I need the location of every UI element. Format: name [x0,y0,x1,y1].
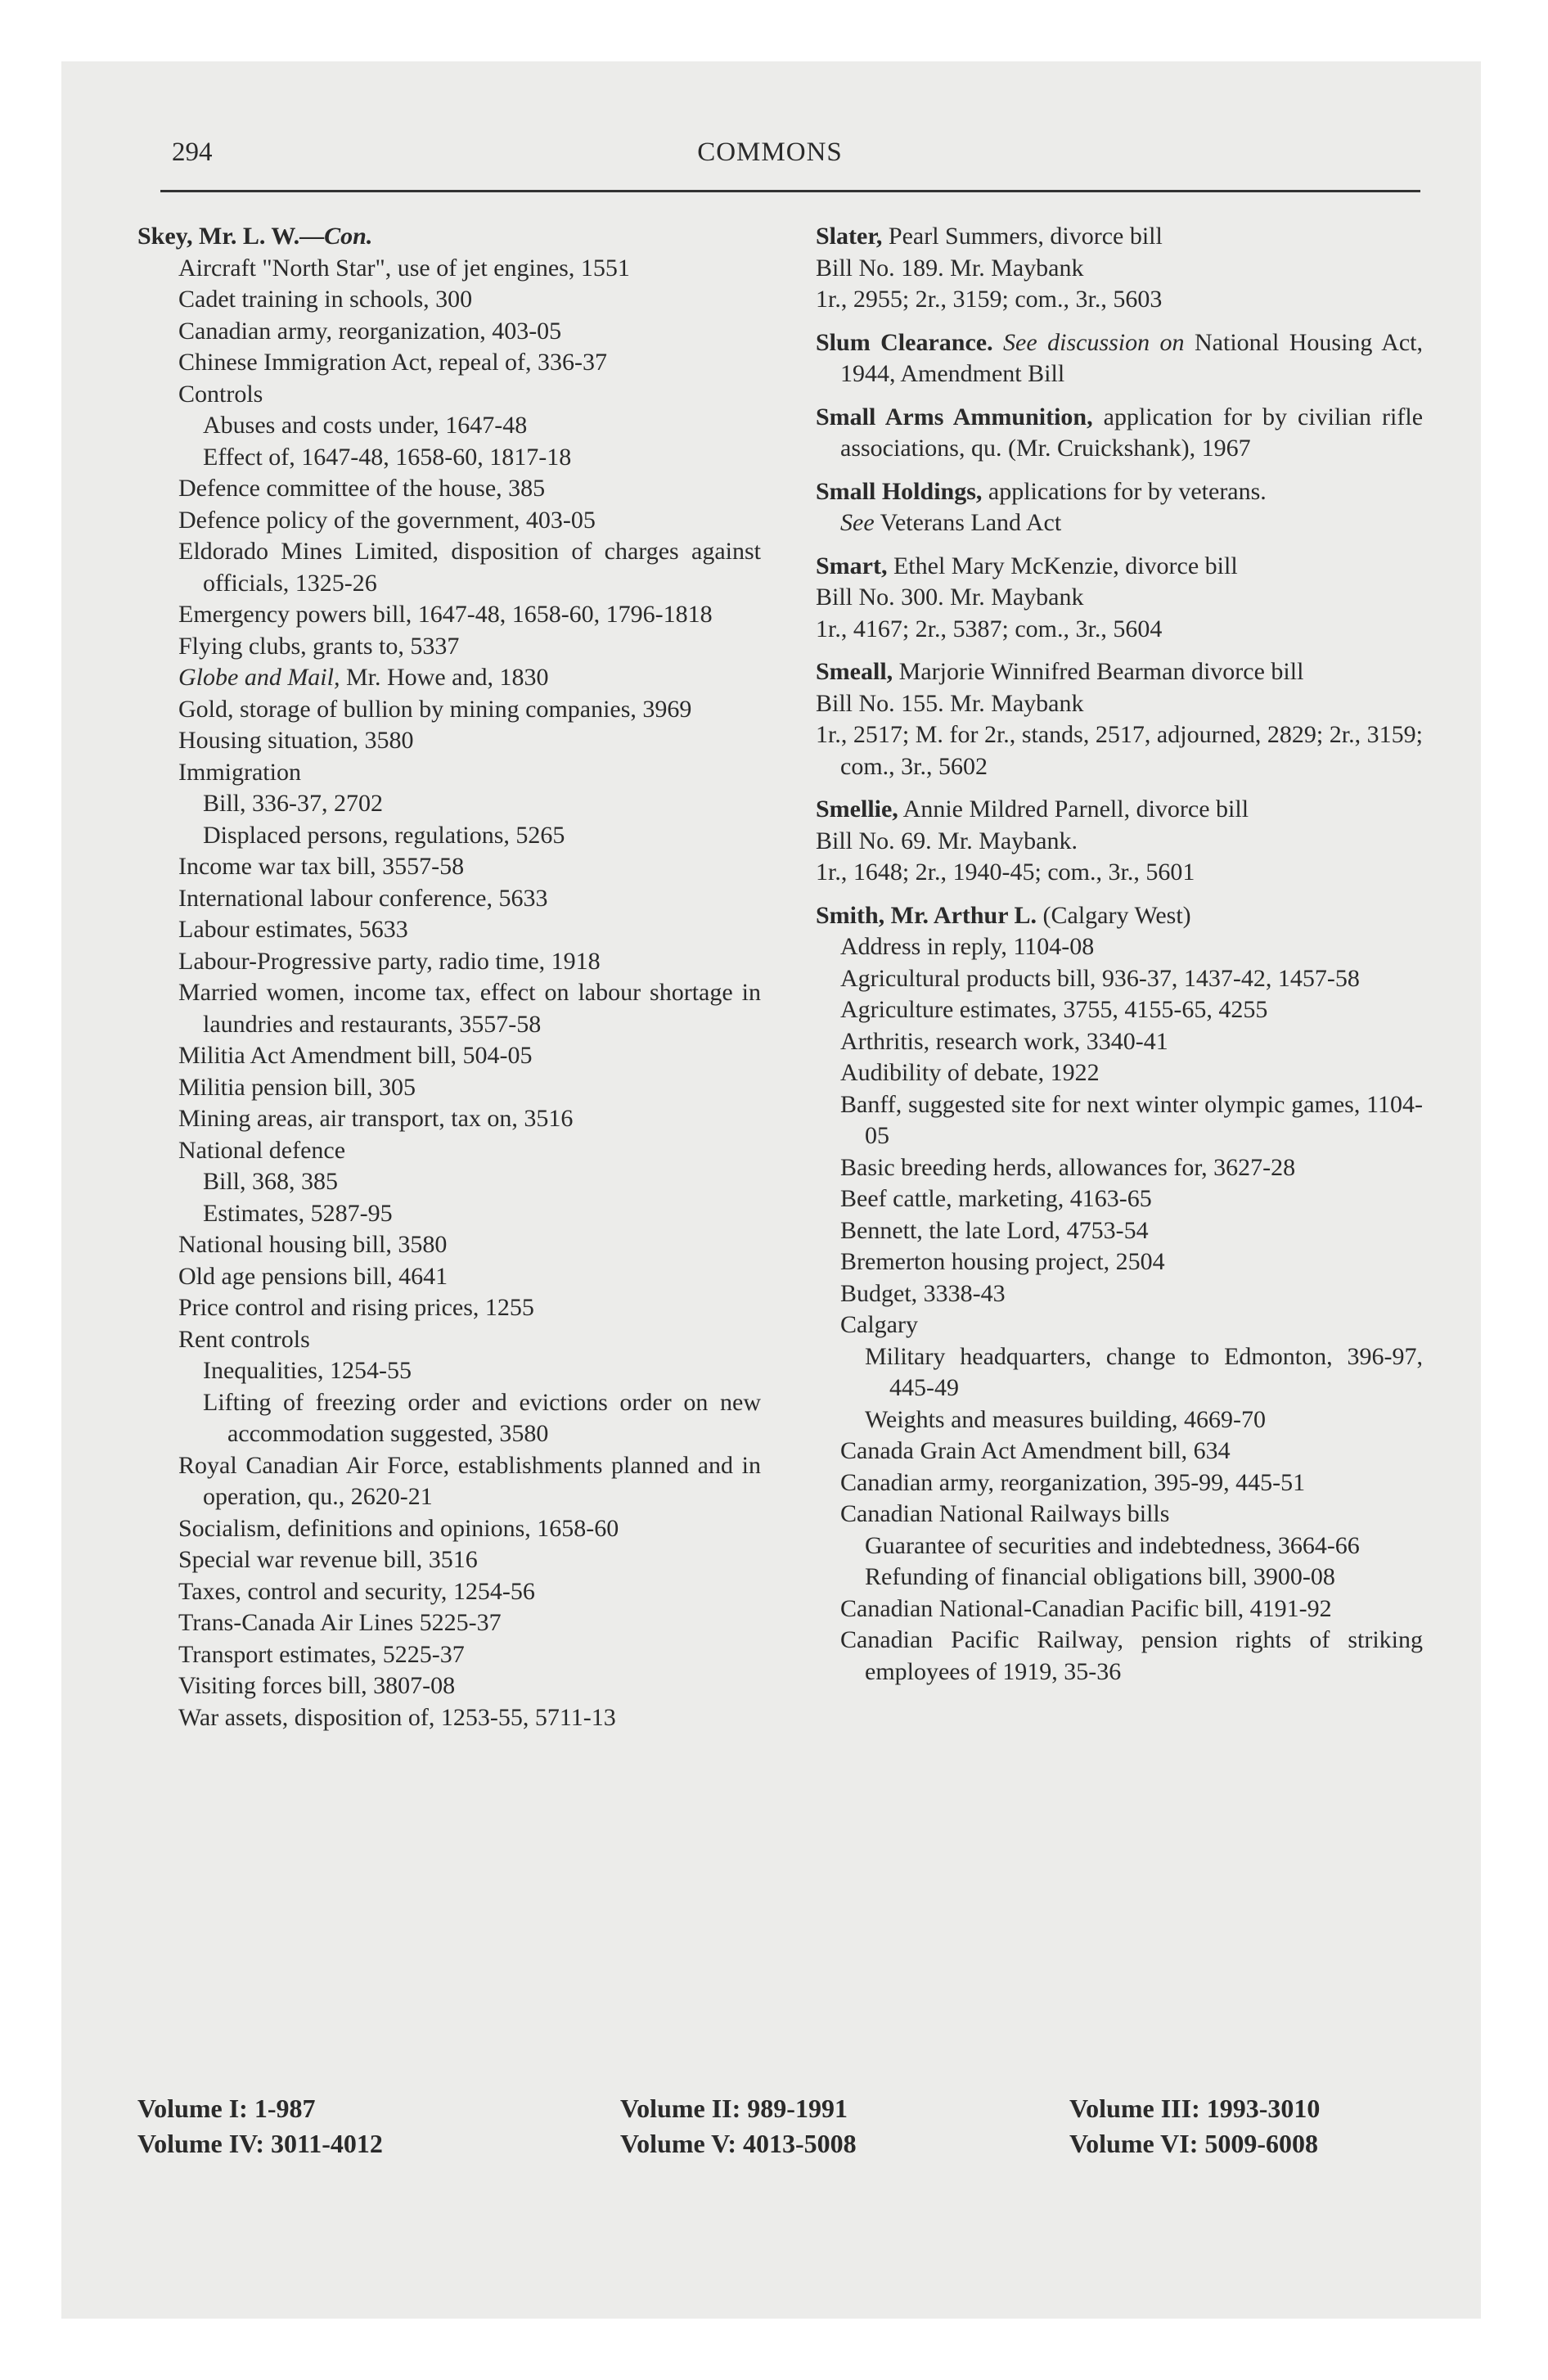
entry-qualifier: (Calgary West) [1037,901,1191,929]
entry-heading [799,656,1423,688]
subentry-text: International labour conference, 5633 [178,884,548,912]
entry-text: Pearl Summers, divorce bill [882,223,1163,250]
entry-see-target: Veterans Land Act [874,509,1062,536]
running-head [110,137,1429,174]
entry-detail-line: 1r., 2517; M. for 2r., stands, 2517, adjourned, 2829; 2r., 3159; com., 3r., 5602 [816,721,1423,780]
subentry [137,1229,761,1261]
subentry: Military headquarters, change to Edmonton, 396-97, 445-49 [865,1342,1423,1401]
entry-detail-line: 1r., 4167; 2r., 5387; com., 3r., 5604 [816,615,1163,642]
entry-heading [799,551,1423,583]
entry-heading [799,794,1423,826]
subentry [137,946,761,978]
subentry [137,442,761,474]
volume-label: Volume VI: [1069,2129,1199,2158]
subentry [137,757,761,789]
subentry-text: Trans-Canada Air Lines 5225-37 [178,1609,502,1636]
subentry-text: Visiting forces bill, 3807-08 [178,1672,456,1699]
subentry [137,1702,761,1734]
subentry-text: National defence [178,1136,346,1164]
subentry [137,1639,761,1671]
subentry: Guarantee of securities and indebtedness, 3664-66 [865,1531,1360,1559]
subentry: Budget, 3338-43 [840,1279,1006,1307]
entry-headword: Small Arms Ammunition, [816,403,1093,430]
subentry: Canadian army, reorganization, 395-99, 445-51 [840,1468,1306,1496]
volume-footer-2 [620,2091,857,2161]
subentry: Beef cattle, marketing, 4163-65 [840,1185,1152,1212]
index-entry [799,656,1423,782]
subentry-italic: Globe and Mail, [178,664,340,691]
subentry [137,505,761,537]
subentry [137,1355,761,1387]
subentry-text: Controls [178,380,263,408]
subentry [137,1103,761,1135]
subentry [137,1166,761,1198]
subentry [137,1261,761,1293]
entry-text: National Housing Act, 1944, Amendment Bill [840,328,1424,387]
volume-range: 5009-6008 [1198,2129,1319,2158]
subentry: Canadian National-Canadian Pacific bill, 4191-92 [840,1594,1332,1622]
volume-label: Volume I: [137,2094,248,2123]
subentry [137,1198,761,1230]
entry-see: See [840,509,875,536]
subentry-list [137,253,761,1734]
header-rule [160,190,1420,192]
entry-headword: Slum Clearance. [816,328,993,356]
volume-line [620,2126,857,2161]
subentry: Basic breeding herds, allowances for, 3627-28 [840,1153,1296,1181]
subentry: Bremerton housing project, 2504 [840,1248,1165,1275]
running-title: COMMONS [697,137,843,167]
subentry [137,914,761,946]
subentry [137,316,761,348]
index-entry [799,476,1423,539]
volume-line [1069,2091,1320,2126]
subentry [137,599,761,631]
subentry [137,1576,761,1608]
entry-smith [799,900,1423,1688]
subentry: Canadian Pacific Railway, pension rights of striking employees of 1919, 35-36 [840,1626,1423,1685]
subentry [137,536,761,599]
subentry [137,1072,761,1104]
subentry: Address in reply, 1104-08 [840,933,1095,960]
subentry-text: War assets, disposition of, 1253-55, 5711-13 [178,1703,616,1731]
subentry [137,977,761,1040]
subentry [137,1450,761,1513]
volume-footer-1 [137,2091,383,2161]
page-number: 294 [172,137,213,167]
subentry-text: Housing situation, 3580 [178,727,414,754]
subentry: Audibility of debate, 1922 [840,1059,1100,1086]
subentry [137,694,761,726]
entry-headword: Smith, Mr. Arthur L. [816,901,1037,929]
entry-text: Marjorie Winnifred Bearman divorce bill [893,658,1304,685]
entry-detail-line: Bill No. 69. Mr. Maybank. [816,827,1078,854]
entry-heading-smith [799,900,1423,932]
entry-headword: Small Holdings, [816,477,983,505]
subentry-text: Aircraft "North Star", use of jet engines, 1551 [178,254,630,282]
subentry-text: Mining areas, air transport, tax on, 3516 [178,1105,574,1132]
subentry [137,1670,761,1702]
volume-line [137,2091,383,2126]
subentry [137,1544,761,1576]
entry-detail-line: 1r., 1648; 2r., 1940-45; com., 3r., 5601 [816,859,1195,886]
volume-label: Volume III: [1069,2094,1200,2123]
subentry [137,631,761,663]
subentry: Refunding of financial obligations bill, 3900-08 [865,1563,1335,1590]
subentry-text: Estimates, 5287-95 [203,1199,393,1227]
entry-detail-line: Bill No. 300. Mr. Maybank [816,584,1084,611]
entry-heading [799,402,1423,465]
volume-range: 1-987 [247,2094,316,2123]
volume-range: 1993-3010 [1199,2094,1321,2123]
subentry [137,1387,761,1450]
subentry [137,725,761,757]
subentry: Banff, suggested site for next winter olympic games, 1104-05 [840,1090,1423,1149]
entry-heading [799,327,1423,390]
entry-heading [799,476,1423,508]
subentry-text: Married women, income tax, effect on labour shortage in laundries and restaurants, 3557-58 [178,979,761,1038]
subentry: Agricultural products bill, 936-37, 1437-42, 1457-58 [840,964,1360,992]
subentry [137,788,761,820]
subentry [137,347,761,379]
subentry: Weights and measures building, 4669-70 [865,1405,1267,1433]
entry-text: applications for by veterans. [982,477,1267,505]
volume-line [137,2126,383,2161]
volume-range: 4013-5008 [736,2129,857,2158]
subentry-text: Militia pension bill, 305 [178,1073,416,1101]
subentry-text: Socialism, definitions and opinions, 1658-60 [178,1514,619,1542]
entry-heading [799,221,1423,253]
subentry [137,253,761,285]
volume-footer-3 [1069,2091,1320,2161]
entry-text: application for by civilian rifle associations, qu. (Mr. Cruickshank), 1967 [840,403,1424,462]
subentry-text: Chinese Immigration Act, repeal of, 336-37 [178,349,608,376]
entry-text: Annie Mildred Parnell, divorce bill [898,796,1249,823]
entry-detail-line: Bill No. 155. Mr. Maybank [816,689,1084,717]
volume-label: Volume II: [620,2094,741,2123]
subentry-text: Mr. Howe and, 1830 [340,664,549,691]
subentry-text: Defence committee of the house, 385 [178,475,546,502]
subentry-text: Gold, storage of bullion by mining companies, 3969 [178,695,692,723]
subentry-text: Bill, 368, 385 [203,1168,339,1195]
subentry: Canada Grain Act Amendment bill, 634 [840,1437,1231,1464]
subentry-text: Displaced persons, regulations, 5265 [203,821,565,849]
index-entry [799,794,1423,889]
index-entry [799,551,1423,646]
subentry [137,410,761,442]
subentry [137,1324,761,1356]
entry-headword: Smart, [816,552,888,579]
entry-headword: Skey, Mr. L. W.— [137,223,325,250]
subentry: Arthritis, research work, 3340-41 [840,1027,1168,1055]
subentry-text: Labour-Progressive party, radio time, 1918 [178,947,601,975]
right-column [799,221,1423,1699]
subentry-text: Defence policy of the government, 403-05 [178,506,596,534]
subentry [137,1292,761,1324]
left-column [137,221,761,1733]
subentry-text: Immigration [178,758,301,786]
subentry: Bennett, the late Lord, 4753-54 [840,1216,1149,1244]
index-entry [799,221,1423,316]
subentry [137,851,761,883]
subentry [137,379,761,411]
volume-range: 3011-4012 [264,2129,383,2158]
entry-list [799,221,1423,889]
subentry-text: Flying clubs, grants to, 5337 [178,632,460,660]
subentry-text: Old age pensions bill, 4641 [178,1262,448,1290]
subentry-text: Income war tax bill, 3557-58 [178,853,465,880]
volume-line [620,2091,857,2126]
subentry-text: Lifting of freezing order and evictions order on new accommodation suggested, 3580 [203,1388,761,1447]
subentry-text: Royal Canadian Air Force, establishments planned and in operation, qu., 2620-21 [178,1451,761,1510]
subentry [137,284,761,316]
entry-headword: Smeall, [816,658,893,685]
index-entry [799,402,1423,465]
volume-label: Volume V: [620,2129,736,2158]
subentry-text: Price control and rising prices, 1255 [178,1294,534,1321]
subentry-text: Bill, 336-37, 2702 [203,790,384,817]
entry-headword: Slater, [816,223,883,250]
subentry-text: Transport estimates, 5225-37 [178,1640,465,1668]
subentry-list [799,931,1423,1688]
entry-headword: Smellie, [816,796,898,823]
subentry: Canadian National Railways bills [840,1500,1170,1527]
subentry [137,883,761,915]
volume-line [1069,2126,1320,2161]
subentry-text: Rent controls [178,1325,310,1353]
subentry-text: Effect of, 1647-48, 1658-60, 1817-18 [203,443,572,471]
subentry-text: Militia Act Amendment bill, 504-05 [178,1042,533,1069]
subentry [137,820,761,852]
subentry: Calgary [840,1311,918,1338]
entry-heading-skey [137,221,761,253]
subentry-text: Abuses and costs under, 1647-48 [203,412,528,439]
subentry-text: Special war revenue bill, 3516 [178,1546,478,1573]
subentry-text: Canadian army, reorganization, 403-05 [178,317,562,345]
index-entry [799,327,1423,390]
entry-cross-ref: See discussion on [992,328,1185,356]
subentry-text: Labour estimates, 5633 [178,916,408,943]
subentry-text: Emergency powers bill, 1647-48, 1658-60, 1796-1818 [178,601,713,628]
entry-headword-continued: Con. [324,223,373,250]
subentry [137,473,761,505]
entry-detail-line: 1r., 2955; 2r., 3159; com., 3r., 5603 [816,286,1163,313]
subentry [137,1135,761,1167]
subentry-text: Eldorado Mines Limited, disposition of charges against officials, 1325-26 [178,538,761,597]
subentry-text: Cadet training in schools, 300 [178,286,473,313]
subentry-text: National housing bill, 3580 [178,1231,448,1258]
volume-range: 989-1991 [740,2094,848,2123]
subentry: Agriculture estimates, 3755, 4155-65, 4255 [840,996,1268,1023]
subentry-text: Inequalities, 1254-55 [203,1357,412,1384]
entry-see-line [799,507,1423,539]
entry-text: Ethel Mary McKenzie, divorce bill [887,552,1238,579]
entry-detail-line: Bill No. 189. Mr. Maybank [816,254,1084,282]
volume-label: Volume IV: [137,2129,264,2158]
subentry [137,1607,761,1639]
subentry [137,662,761,694]
subentry [137,1040,761,1072]
subentry [137,1513,761,1545]
subentry-text: Taxes, control and security, 1254-56 [178,1577,535,1605]
